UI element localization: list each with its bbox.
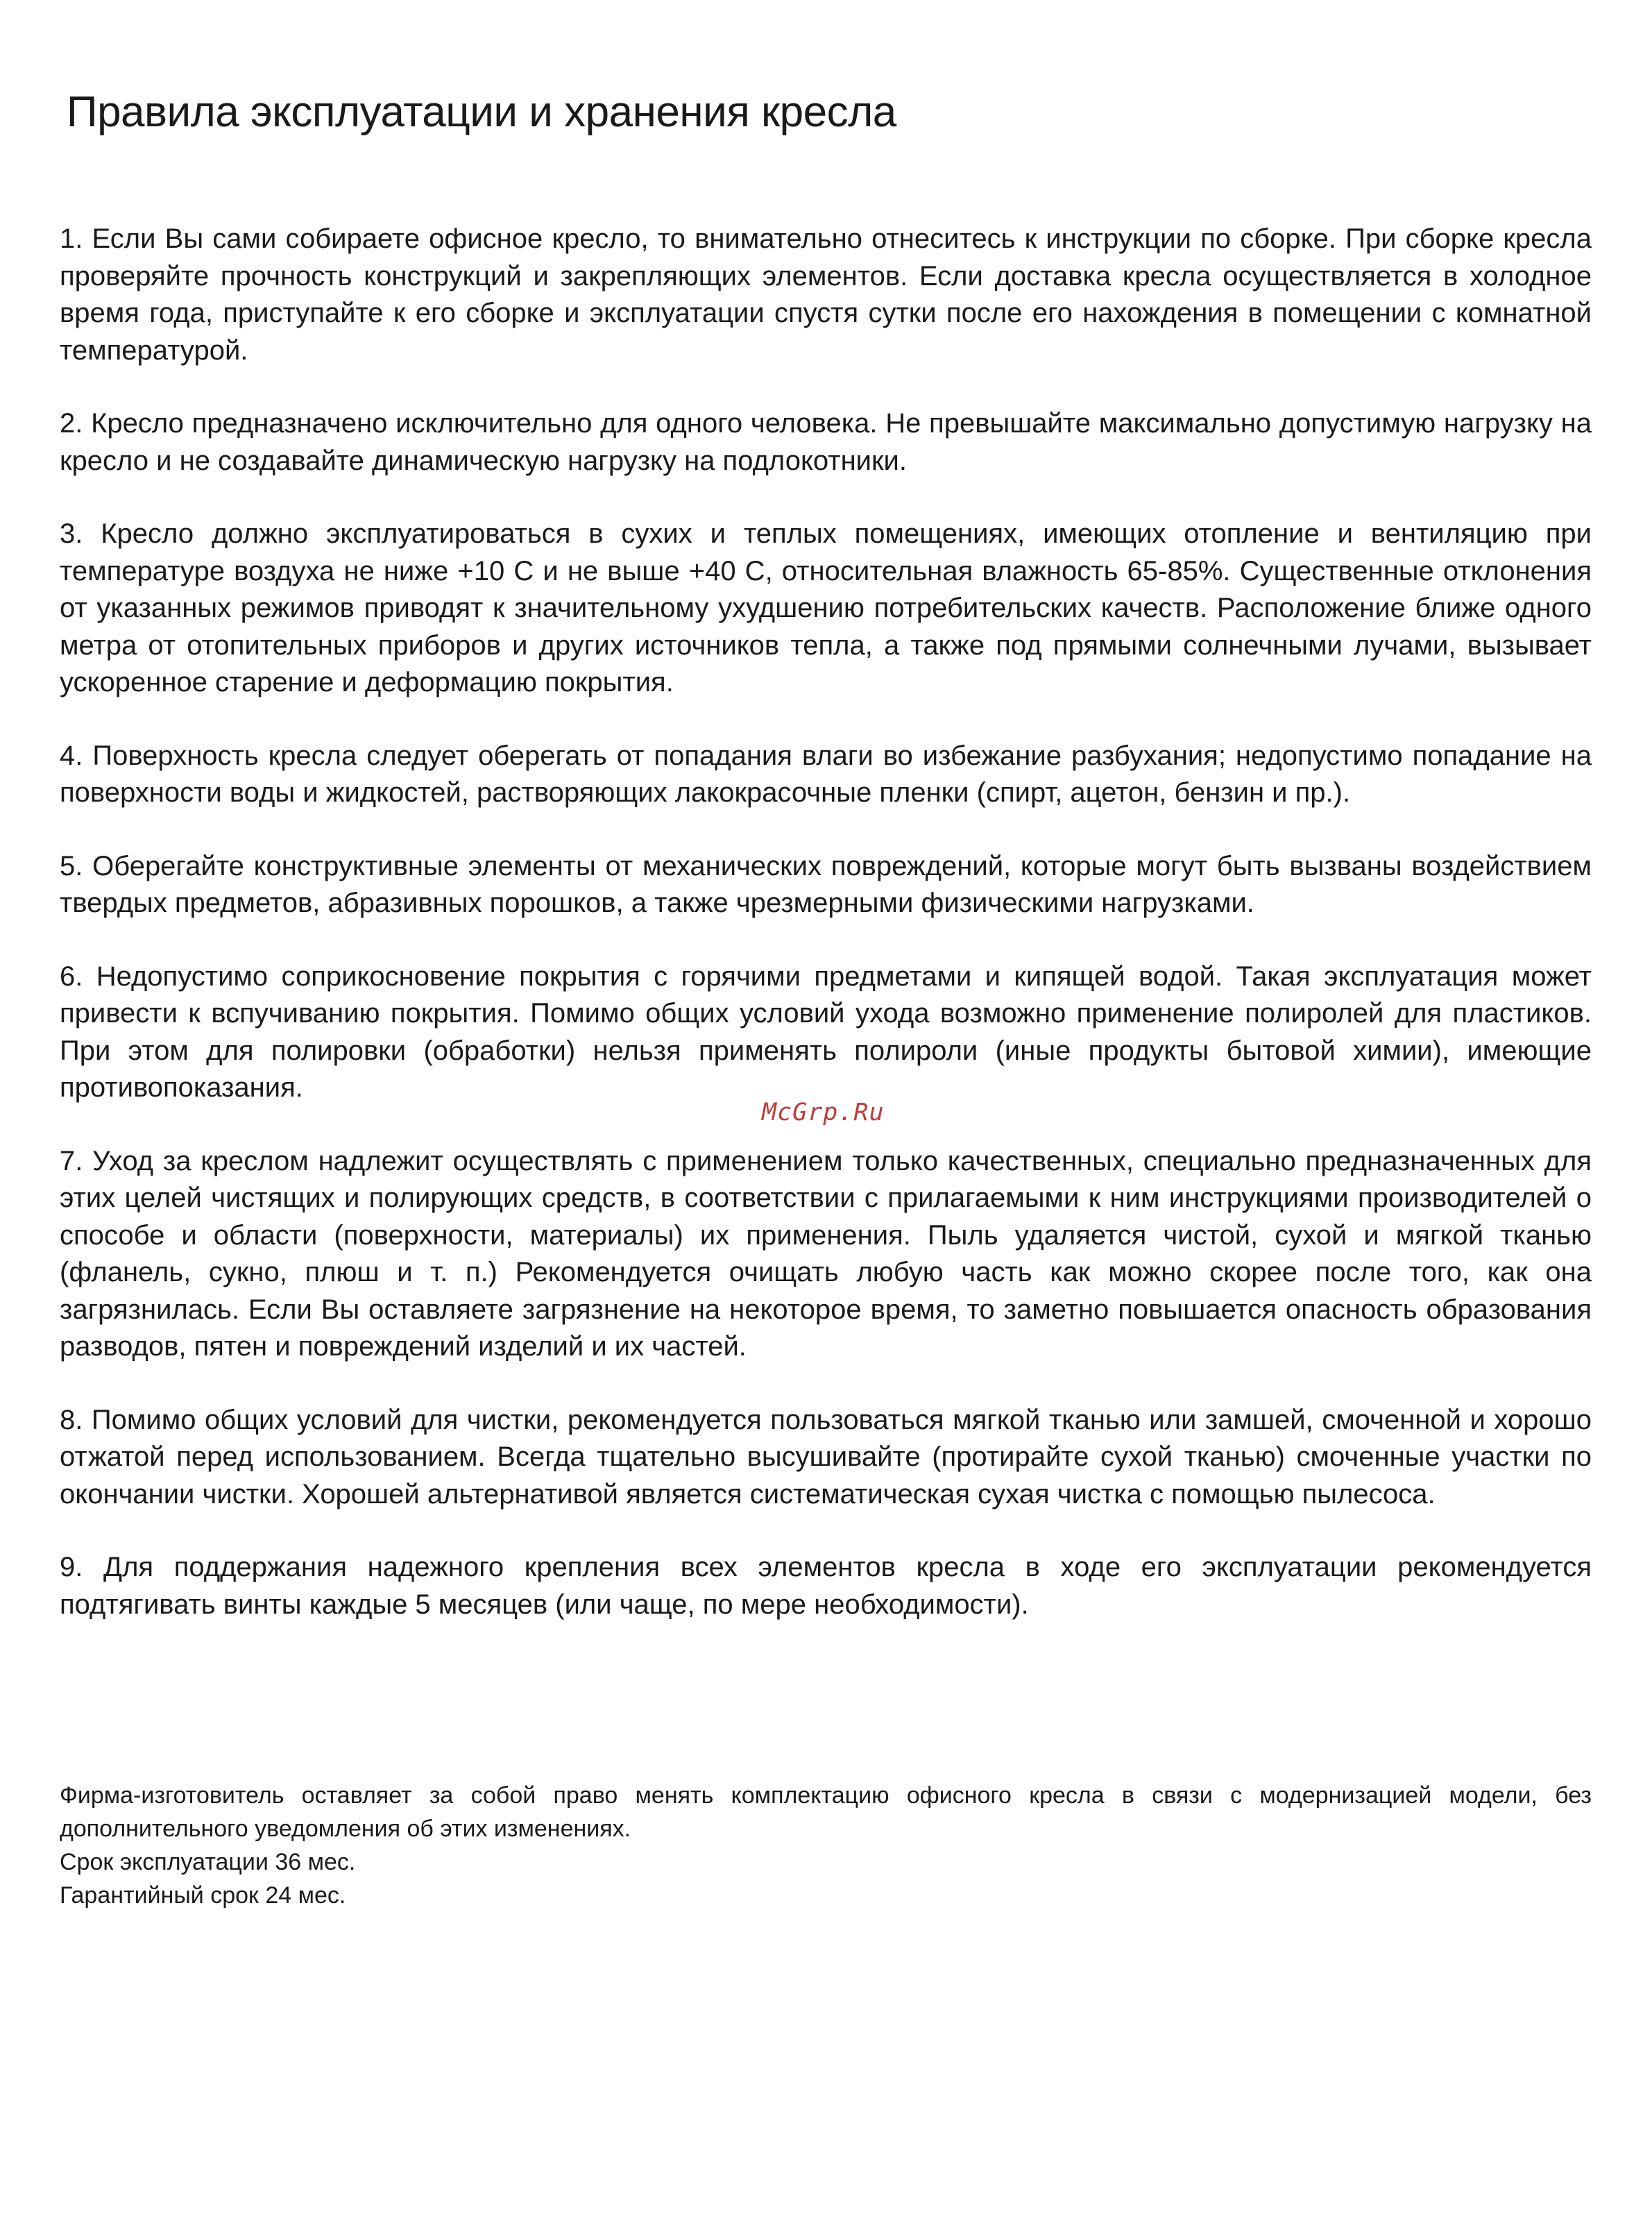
rule-item-1: 1. Если Вы сами собираете офисное кресло, то внимательно отнеситесь к инструкции по сборке. При сборке кресла проверяйте прочность конструкций и закрепляющих элементов. Если доставка кресла осуществляется в холодное время года, приступайте к его сборке и эксплуатации спустя сутки после его нахождения в помещении с комнатной температурой. — [60, 223, 1592, 366]
rule-item-5: 5. Оберегайте конструктивные элементы от механических повреждений, которые могут быть вызваны воздействием твердых предметов, абразивных порошков, а также чрезмерными физическими нагрузками. — [60, 850, 1592, 918]
warranty-period: Гарантийный срок 24 мес. — [60, 1882, 346, 1909]
manufacturer-disclaimer: Фирма-изготовитель оставляет за собой право менять комплектацию офисного кресла в связи с модернизацией модели, без дополнительного уведомления об этих изменениях. — [60, 1782, 1592, 1842]
service-life: Срок эксплуатации 36 мес. — [60, 1849, 356, 1875]
rule-item-3: 3. Кресло должно эксплуатироваться в сухих и теплых помещениях, имеющих отопление и вентиляцию при температуре воздуха не ниже +10 С и не выше +40 С, относительная влажность 65-85%. Существенные отклонения от указанных режимов приводят к значительному ухудшению потребительских качеств. Расположение ближе одного метра от отопительных приборов и других источников тепла, а также под прямыми солнечными лучами, вызывает ускоренное старение и деформацию покрытия. — [60, 518, 1592, 698]
rules-list — [60, 221, 1592, 1659]
watermark: McGrp.Ru — [762, 1099, 885, 1126]
page-title: Правила эксплуатации и хранения кресла — [67, 88, 896, 136]
rule-item-8: 8. Помимо общих условий для чистки, рекомендуется пользоваться мягкой тканью или замшей, смоченной и хорошо отжатой перед использованием. Всегда тщательно высушивайте (протирайте сухой тканью) смоченные участки по окончании чистки. Хорошей альтернативой является систематическая сухая чистка с помощью пылесоса. — [60, 1404, 1592, 1510]
rule-item-4: 4. Поверхность кресла следует оберегать от попадания влаги во избежание разбухания; недопустимо попадание на поверхности воды и жидкостей, растворяющих лакокрасочные пленки (спирт, ацетон, бензин и пр.). — [60, 740, 1592, 808]
rule-item-6: 6. Недопустимо соприкосновение покрытия с горячими предметами и кипящей водой. Такая эксплуатация может привести к вспучиванию покрытия. Помимо общих условий ухода возможно применение полиролей для пластиков. При этом для полировки (обработки) нельзя применять полироли (иные продукты бытовой химии), имеющие противопоказания. — [60, 961, 1592, 1103]
footer-notes — [60, 1779, 1592, 1912]
rule-item-9: 9. Для поддержания надежного крепления всех элементов кресла в ходе его эксплуатации рекомендуется подтягивать винты каждые 5 месяцев (или чаще, по мере необходимости). — [60, 1552, 1592, 1620]
rule-item-7: 7. Уход за креслом надлежит осуществлять с применением только качественных, специально предназначенных для этих целей чистящих и полирующих средств, в соответствии с прилагаемыми к ним инструкциями производителей о способе и области (поверхности, материалы) их применения. Пыль удаляется чистой, сухой и мягкой тканью (фланель, сукно, плюш и т. п.) Рекомендуется очищать любую часть как можно скорее после того, как она загрязнилась. Если Вы оставляете загрязнение на некоторое время, то заметно повышается опасность образования разводов, пятен и повреждений изделий и их частей. — [60, 1145, 1592, 1362]
rule-item-2: 2. Кресло предназначено исключительно для одного человека. Не превышайте максимально допустимую нагрузку на кресло и не создавайте динамическую нагрузку на подлокотники. — [60, 408, 1592, 476]
